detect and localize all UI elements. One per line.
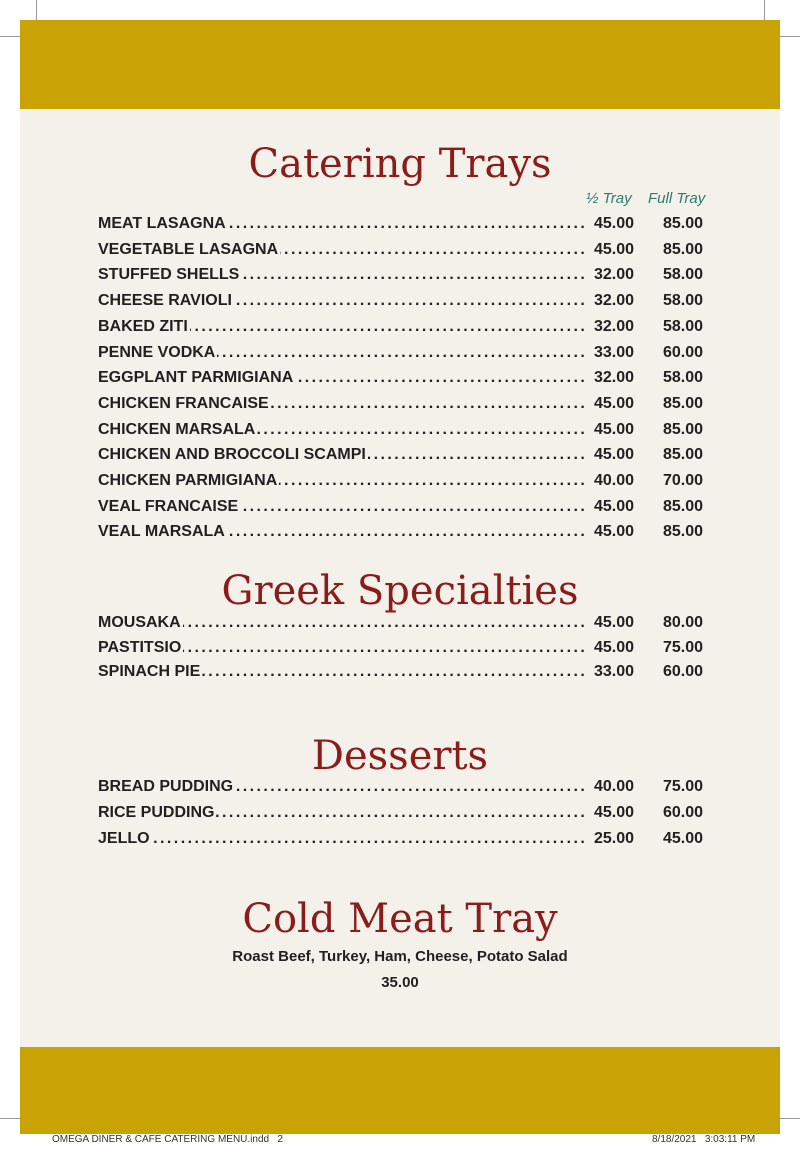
menu-item-row (98, 612, 703, 634)
half-tray-header: ½ Tray (586, 190, 632, 207)
full-tray-price: 58.00 (662, 369, 703, 387)
menu-item-row (98, 213, 703, 235)
menu-item-name (98, 290, 588, 312)
cold-meat-description: Roast Beef, Turkey, Ham, Cheese, Potato Salad (232, 948, 568, 965)
full-tray-price: 60.00 (662, 343, 703, 361)
menu-item-label: CHICKEN FRANCAISE (98, 394, 269, 412)
print-date-label: 8/18/2021 3:03:11 PM (652, 1134, 756, 1145)
menu-item-label: BREAD PUDDING (98, 778, 234, 795)
menu-item-row (98, 470, 703, 492)
full-tray-price: 58.00 (662, 317, 703, 335)
full-tray-price: 85.00 (662, 240, 703, 258)
full-tray-price: 80.00 (662, 614, 703, 631)
full-tray-price: 75.00 (662, 638, 703, 656)
menu-item-name (98, 444, 588, 466)
half-tray-price: 32.00 (593, 292, 634, 310)
menu-item-label: STUFFED SHELLS (98, 266, 240, 284)
header-band (20, 20, 780, 109)
menu-item-row (98, 290, 703, 312)
menu-item-name (98, 213, 588, 235)
full-tray-price: 85.00 (662, 497, 703, 515)
half-tray-price: 32.00 (593, 266, 634, 284)
half-tray-price: 45.00 (593, 497, 634, 515)
menu-item-row (98, 828, 703, 850)
menu-item-row (98, 444, 703, 466)
menu-item-label: SPINACH PIE (98, 663, 201, 680)
full-tray-price: 85.00 (662, 446, 703, 464)
menu-item-label: VEAL FRANCAISE (98, 497, 239, 515)
half-tray-price: 45.00 (593, 804, 634, 821)
menu-item-row (98, 521, 703, 543)
half-tray-price: 40.00 (593, 472, 634, 489)
menu-item-label: PASTITSIO (98, 638, 182, 656)
menu-item-name (98, 342, 588, 364)
crop-mark (764, 0, 765, 20)
full-tray-price: 60.00 (662, 663, 703, 680)
half-tray-price: 45.00 (593, 614, 634, 631)
menu-item-row (98, 316, 703, 338)
full-tray-price: 45.00 (662, 830, 703, 847)
full-tray-price: 70.00 (662, 472, 703, 489)
menu-item-label: PENNE VODKA (98, 343, 216, 361)
half-tray-price: 45.00 (593, 240, 634, 258)
menu-item-name (98, 470, 588, 492)
full-tray-price: 60.00 (662, 804, 703, 821)
menu-item-name (98, 264, 588, 286)
menu-item-label: CHICKEN MARSALA (98, 420, 256, 438)
crop-mark (780, 1118, 800, 1119)
half-tray-price: 45.00 (593, 394, 634, 412)
menu-item-name (98, 496, 588, 518)
full-tray-price: 58.00 (662, 266, 703, 284)
menu-item-name (98, 393, 588, 415)
menu-item-row (98, 496, 703, 518)
menu-item-name (98, 316, 588, 338)
menu-item-name (98, 521, 588, 543)
half-tray-price: 40.00 (593, 778, 634, 795)
crop-mark (36, 0, 37, 20)
full-tray-price: 85.00 (662, 394, 703, 412)
catering-title: Catering Trays (248, 141, 552, 187)
menu-item-row (98, 342, 703, 364)
half-tray-price: 32.00 (593, 369, 634, 387)
menu-item-name (98, 239, 588, 261)
half-tray-price: 45.00 (593, 638, 634, 656)
menu-item-name (98, 419, 588, 441)
menu-item-name (98, 367, 588, 389)
crop-mark (0, 1118, 20, 1119)
menu-item-name (98, 776, 588, 798)
menu-item-label: CHEESE RAVIOLI (98, 292, 232, 310)
menu-item-row (98, 264, 703, 286)
crop-mark (780, 36, 800, 37)
menu-item-row (98, 393, 703, 415)
cold-meat-price: 35.00 (381, 974, 419, 991)
half-tray-price: 45.00 (593, 215, 634, 232)
half-tray-price: 45.00 (593, 446, 634, 464)
half-tray-price: 45.00 (593, 523, 634, 541)
menu-item-name (98, 637, 588, 659)
menu-item-label: JELLO (98, 830, 150, 847)
menu-item-label: CHICKEN PARMIGIANA (98, 472, 278, 489)
greek-title: Greek Specialties (221, 568, 579, 614)
menu-item-label: RICE PUDDING (98, 804, 215, 821)
menu-item-name (98, 661, 588, 683)
full-tray-price: 75.00 (662, 778, 703, 795)
menu-item-label: VEGETABLE LASAGNA (98, 240, 279, 258)
menu-item-label: MOUSAKA (98, 614, 181, 631)
footer-band (20, 1047, 780, 1134)
half-tray-price: 33.00 (593, 343, 634, 361)
menu-page (20, 20, 780, 1134)
full-tray-price: 58.00 (662, 292, 703, 310)
full-tray-price: 85.00 (662, 523, 703, 541)
menu-item-label: CHICKEN AND BROCCOLI SCAMPI (98, 446, 366, 464)
menu-item-name (98, 612, 588, 634)
menu-item-row (98, 661, 703, 683)
menu-item-label: VEAL MARSALA (98, 523, 225, 541)
menu-item-row (98, 776, 703, 798)
full-tray-price: 85.00 (662, 215, 703, 232)
menu-item-row (98, 419, 703, 441)
half-tray-price: 32.00 (593, 317, 634, 335)
desserts-title: Desserts (311, 733, 489, 779)
menu-item-row (98, 239, 703, 261)
cold-meat-title: Cold Meat Tray (242, 896, 558, 942)
menu-item-label: BAKED ZITI (98, 317, 188, 335)
menu-item-name (98, 828, 588, 850)
menu-item-label: EGGPLANT PARMIGIANA (98, 369, 294, 387)
half-tray-price: 33.00 (593, 663, 634, 680)
print-file-label: OMEGA DINER & CAFE CATERING MENU.indd 2 (52, 1134, 283, 1145)
half-tray-price: 45.00 (593, 420, 634, 438)
crop-mark (0, 36, 20, 37)
menu-item-label: MEAT LASAGNA (98, 215, 226, 232)
half-tray-price: 25.00 (593, 830, 634, 847)
menu-item-row (98, 802, 703, 824)
menu-item-row (98, 367, 703, 389)
full-tray-header: Full Tray (648, 190, 706, 207)
full-tray-price: 85.00 (662, 420, 703, 438)
menu-item-name (98, 802, 588, 824)
menu-item-row (98, 637, 703, 659)
